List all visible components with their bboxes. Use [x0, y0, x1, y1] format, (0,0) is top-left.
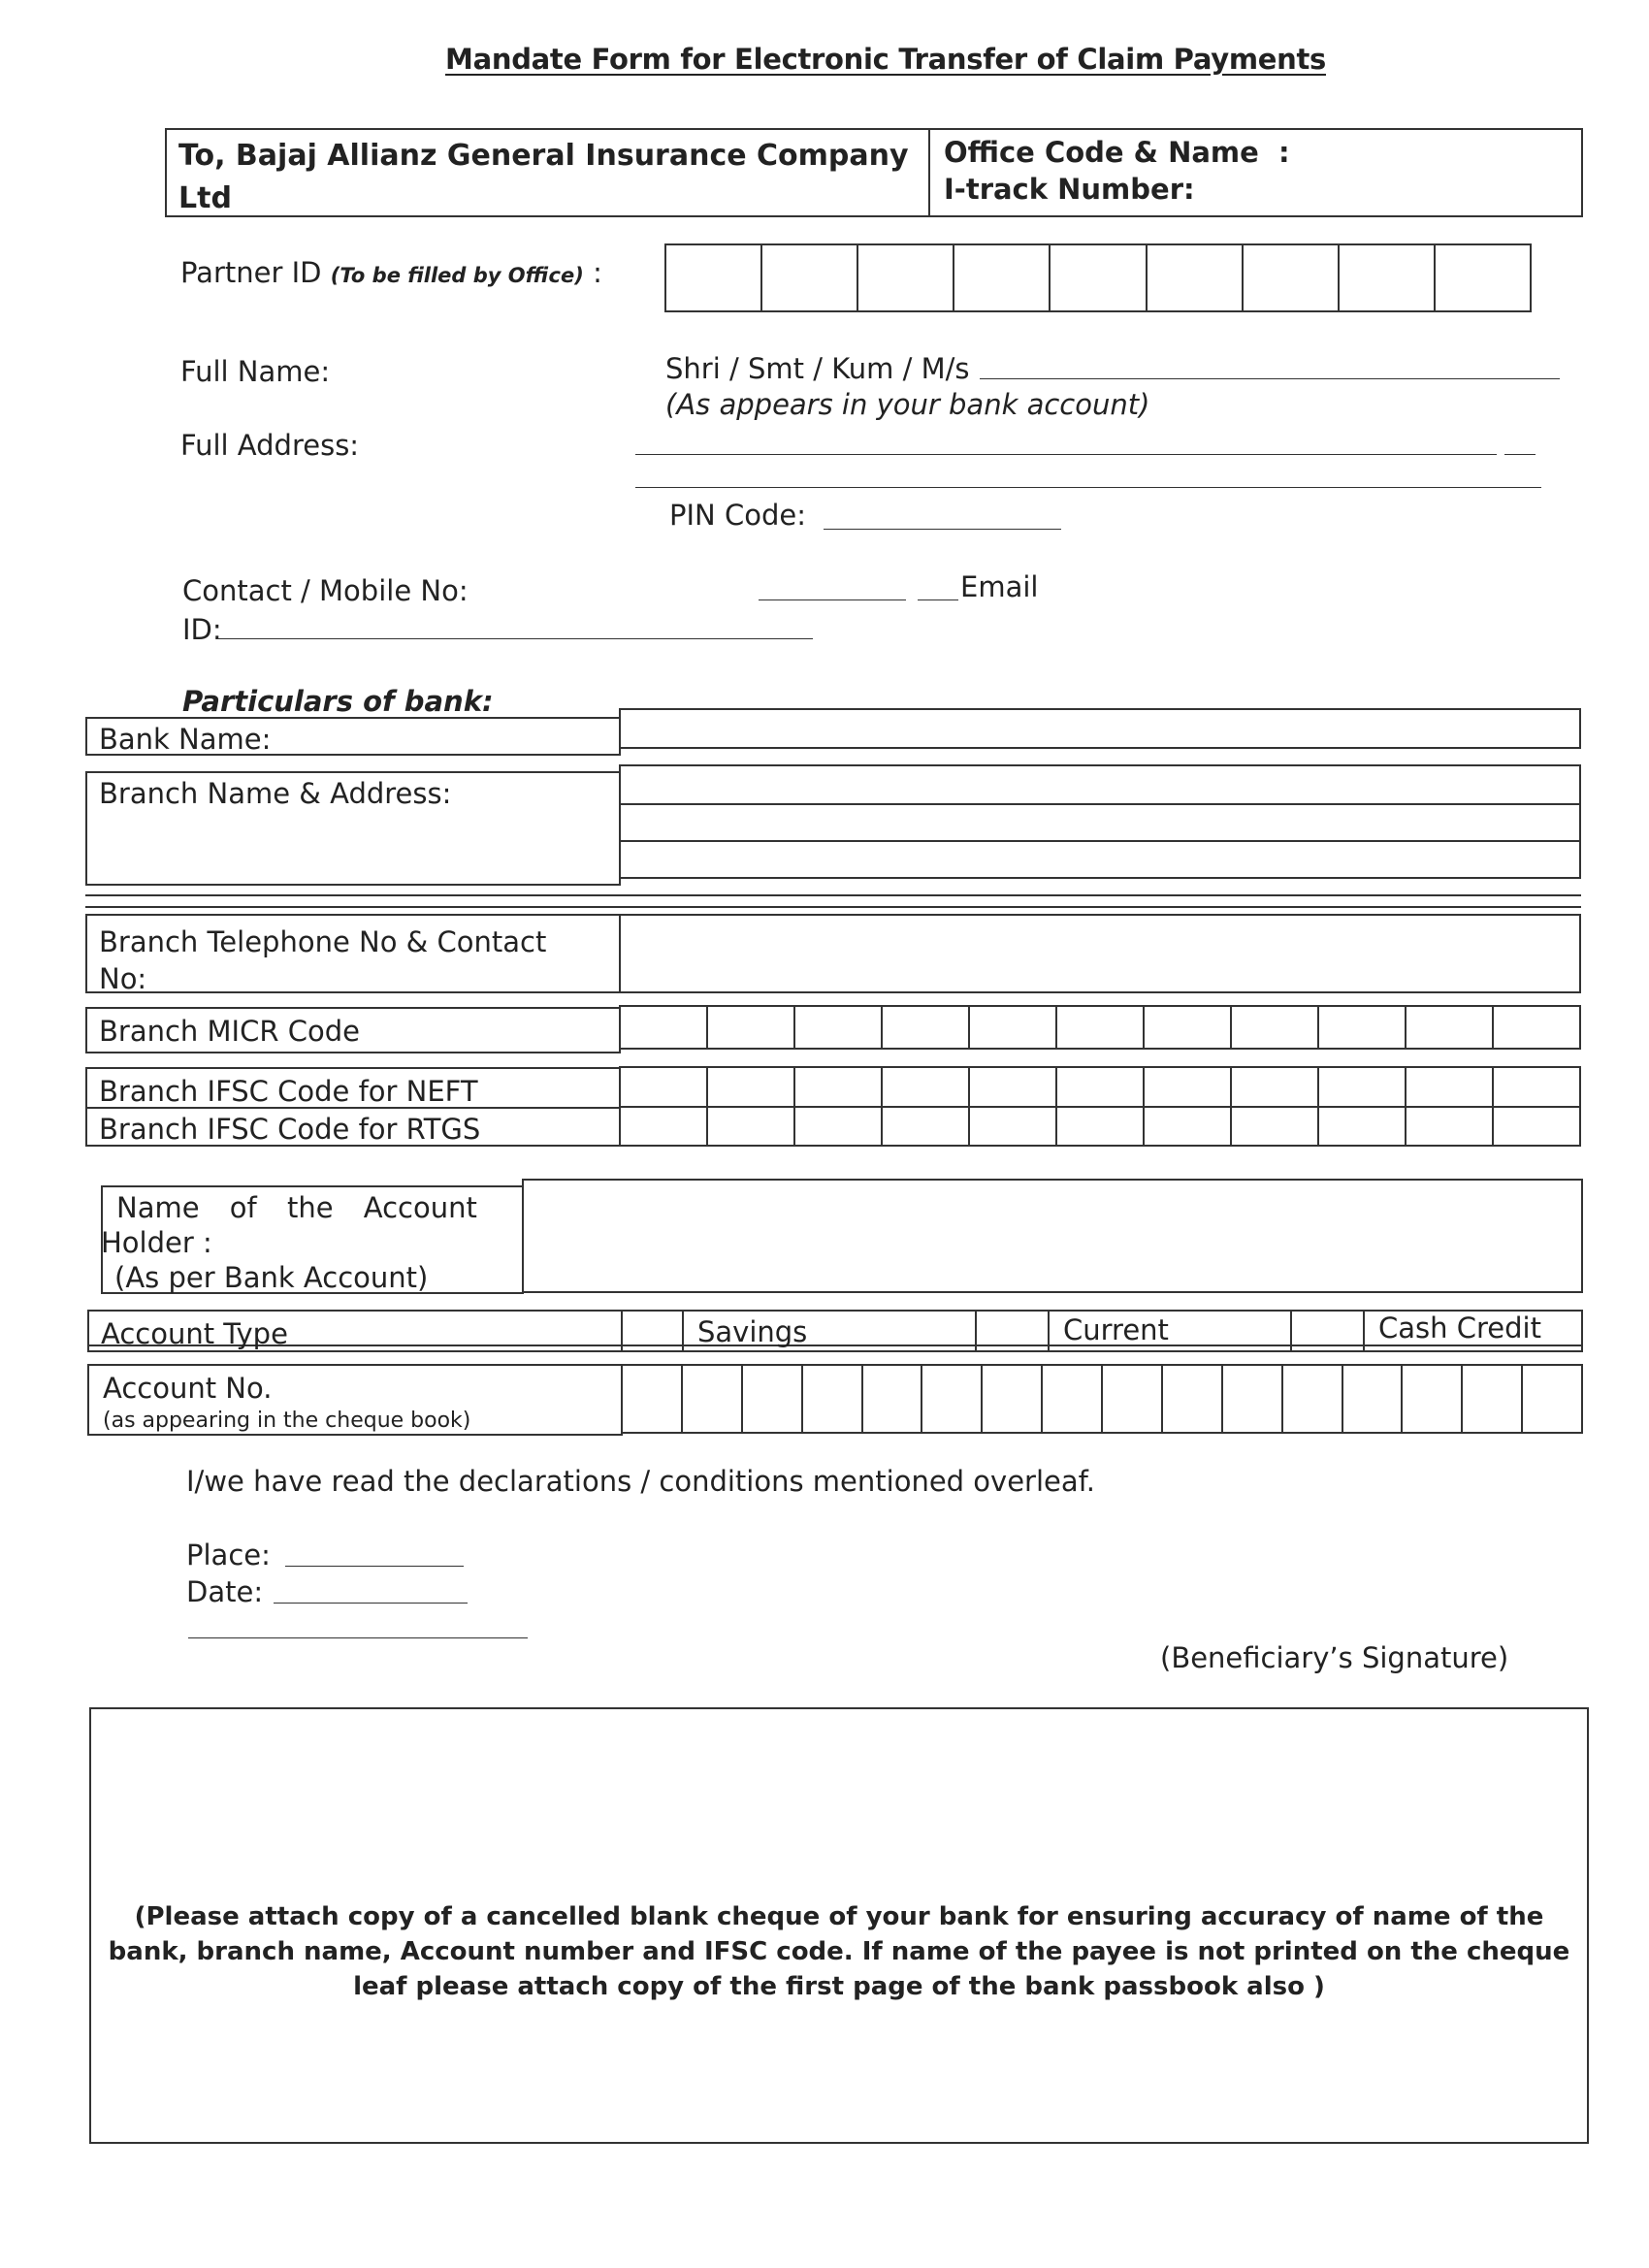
- account-no-box[interactable]: [863, 1366, 923, 1432]
- partner-id-label: [180, 256, 602, 289]
- account-no-box[interactable]: [1463, 1366, 1523, 1432]
- account-no-boxes[interactable]: [621, 1364, 1583, 1434]
- ifsc-neft-box[interactable]: [1319, 1068, 1406, 1106]
- section-separator-2: [85, 906, 1581, 908]
- date-label: Date:: [186, 1575, 264, 1608]
- itrack-label: I-track Number:: [944, 173, 1195, 206]
- ifsc-neft-box[interactable]: [1057, 1068, 1145, 1106]
- account-no-box[interactable]: [1163, 1366, 1223, 1432]
- account-type-label: Account Type: [101, 1317, 288, 1350]
- branch-telephone-field[interactable]: [622, 916, 1578, 991]
- account-no-box[interactable]: [743, 1366, 803, 1432]
- form-title: Mandate Form for Electronic Transfer of Claim Payments: [445, 43, 1326, 76]
- micr-code-box[interactable]: [1232, 1007, 1319, 1048]
- contact-label: Contact / Mobile No:: [182, 574, 469, 607]
- current-option-label: Current: [1063, 1313, 1169, 1346]
- partner-id-boxes[interactable]: [664, 243, 1532, 312]
- date-field[interactable]: [274, 1573, 468, 1604]
- micr-label: Branch MICR Code: [99, 1015, 360, 1048]
- ifsc-neft-box[interactable]: [1406, 1068, 1494, 1106]
- account-no-box[interactable]: [623, 1366, 683, 1432]
- ifsc-rtgs-box[interactable]: [1232, 1108, 1319, 1145]
- section-separator-1: [85, 894, 1581, 896]
- partner-id-box[interactable]: [1244, 245, 1340, 310]
- cash-credit-checkbox[interactable]: [1292, 1312, 1362, 1345]
- partner-id-colon: :: [593, 256, 602, 289]
- pin-code-label: PIN Code:: [669, 499, 806, 532]
- micr-code-box[interactable]: [883, 1007, 970, 1048]
- ifsc-neft-box[interactable]: [621, 1068, 708, 1106]
- addressee-line-2: Ltd: [178, 181, 232, 215]
- ifsc-rtgs-box[interactable]: [970, 1108, 1057, 1145]
- bank-name-field[interactable]: [619, 708, 1581, 749]
- partner-id-box[interactable]: [1340, 245, 1436, 310]
- ifsc-rtgs-label: Branch IFSC Code for RTGS: [99, 1113, 481, 1146]
- full-name-field[interactable]: [980, 349, 1560, 379]
- branch-telephone-label-1: Branch Telephone No & Contact: [99, 925, 547, 958]
- cheque-attachment-note: (Please attach copy of a cancelled blank cheque of your bank for ensuring accuracy of name of the bank, branch name, Account number and IFSC code. If name of the payee is not printed on the cheque leaf please attach copy of the first page of the bank passbook also ): [108, 1902, 1570, 2001]
- account-no-box[interactable]: [1523, 1366, 1581, 1432]
- account-no-box[interactable]: [803, 1366, 863, 1432]
- ifsc-neft-box[interactable]: [708, 1068, 795, 1106]
- bank-section-title: Particulars of bank:: [182, 685, 494, 718]
- partner-id-box[interactable]: [1436, 245, 1530, 310]
- account-no-box[interactable]: [1043, 1366, 1103, 1432]
- ifsc-rtgs-box[interactable]: [708, 1108, 795, 1145]
- branch-telephone-label-2: No:: [99, 962, 147, 995]
- declaration-text: I/we have read the declarations / conditions mentioned overleaf.: [186, 1465, 1095, 1498]
- addressee-divider: [928, 129, 930, 216]
- account-no-box[interactable]: [1403, 1366, 1463, 1432]
- micr-code-box[interactable]: [708, 1007, 795, 1048]
- ifsc-neft-box[interactable]: [1145, 1068, 1232, 1106]
- ifsc-neft-boxes[interactable]: [619, 1066, 1581, 1108]
- ifsc-neft-box[interactable]: [795, 1068, 883, 1106]
- place-label: Place:: [186, 1539, 271, 1571]
- branch-address-line-1: [620, 803, 1580, 805]
- ifsc-rtgs-box[interactable]: [883, 1108, 970, 1145]
- partner-id-box[interactable]: [1051, 245, 1147, 310]
- micr-code-box[interactable]: [1319, 1007, 1406, 1048]
- partner-id-label-text: Partner ID: [180, 256, 322, 289]
- account-holder-label-3: (As per Bank Account): [114, 1261, 429, 1294]
- account-type-bottom-rule: [87, 1345, 1583, 1346]
- ifsc-neft-label: Branch IFSC Code for NEFT: [99, 1075, 478, 1108]
- account-no-label: Account No.: [103, 1372, 273, 1405]
- full-name-label: Full Name:: [180, 355, 331, 388]
- ifsc-neft-box[interactable]: [1232, 1068, 1319, 1106]
- signature-label: (Beneficiary’s Signature): [1160, 1641, 1509, 1674]
- micr-code-box[interactable]: [1406, 1007, 1494, 1048]
- cash-credit-option-label: Cash Credit: [1378, 1312, 1541, 1345]
- partner-id-box[interactable]: [762, 245, 858, 310]
- partner-id-box[interactable]: [954, 245, 1051, 310]
- account-no-box[interactable]: [1343, 1366, 1404, 1432]
- micr-code-box[interactable]: [1057, 1007, 1145, 1048]
- account-no-box[interactable]: [1223, 1366, 1283, 1432]
- address-line-1-tail: [1504, 425, 1536, 455]
- pin-code-field[interactable]: [824, 500, 1061, 530]
- ifsc-neft-box[interactable]: [1494, 1068, 1579, 1106]
- account-type-divider-6: [1363, 1311, 1365, 1351]
- place-field[interactable]: [285, 1537, 464, 1567]
- savings-checkbox[interactable]: [623, 1312, 681, 1345]
- full-address-label: Full Address:: [180, 429, 360, 462]
- branch-address-label: Branch Name & Address:: [99, 777, 452, 810]
- account-no-box[interactable]: [1103, 1366, 1163, 1432]
- ifsc-rtgs-boxes[interactable]: [619, 1106, 1581, 1147]
- branch-address-field[interactable]: [619, 764, 1581, 879]
- ifsc-rtgs-box[interactable]: [1319, 1108, 1406, 1145]
- ifsc-rtgs-box[interactable]: [1145, 1108, 1232, 1145]
- id-label: ID:: [182, 613, 222, 646]
- address-line-2[interactable]: [635, 462, 1541, 488]
- ifsc-rtgs-box[interactable]: [621, 1108, 708, 1145]
- addressee-line-1: To, Bajaj Allianz General Insurance Company: [178, 139, 909, 173]
- office-code-label: Office Code & Name: [944, 136, 1259, 169]
- savings-option-label: Savings: [697, 1315, 808, 1348]
- address-line-1[interactable]: [635, 425, 1497, 455]
- micr-code-box[interactable]: [1145, 1007, 1232, 1048]
- branch-address-line-2: [620, 840, 1580, 842]
- branch-telephone-divider: [619, 915, 621, 992]
- salutation-text: Shri / Smt / Kum / M/s: [665, 352, 970, 385]
- account-type-divider-4: [1048, 1311, 1050, 1351]
- email-label: Email: [960, 570, 1039, 603]
- account-holder-label-2: Holder :: [101, 1226, 212, 1259]
- micr-code-box[interactable]: [970, 1007, 1057, 1048]
- account-holder-field[interactable]: [522, 1179, 1583, 1293]
- account-no-box[interactable]: [683, 1366, 743, 1432]
- partner-id-note: (To be filled by Office): [330, 264, 584, 287]
- micr-code-box[interactable]: [1494, 1007, 1579, 1048]
- ifsc-neft-box[interactable]: [883, 1068, 970, 1106]
- contact-field[interactable]: [759, 572, 906, 600]
- account-no-box[interactable]: [1283, 1366, 1343, 1432]
- account-holder-label-1: Name of the Account: [116, 1191, 477, 1224]
- account-no-hint: (as appearing in the cheque book): [103, 1409, 471, 1433]
- signature-line[interactable]: [188, 1610, 528, 1638]
- account-no-box[interactable]: [922, 1366, 983, 1432]
- partner-id-box[interactable]: [666, 245, 762, 310]
- email-id-field[interactable]: [217, 609, 813, 639]
- name-hint: (As appears in your bank account): [665, 388, 1150, 421]
- partner-id-box[interactable]: [858, 245, 954, 310]
- contact-field-2: [918, 572, 958, 600]
- current-checkbox[interactable]: [977, 1312, 1047, 1345]
- micr-code-box[interactable]: [621, 1007, 708, 1048]
- ifsc-rtgs-box[interactable]: [1057, 1108, 1145, 1145]
- office-code-colon: :: [1278, 136, 1290, 169]
- account-type-divider-2: [682, 1311, 684, 1351]
- ifsc-neft-box[interactable]: [970, 1068, 1057, 1106]
- ifsc-rtgs-box[interactable]: [1494, 1108, 1579, 1145]
- account-no-box[interactable]: [983, 1366, 1043, 1432]
- micr-code-boxes[interactable]: [619, 1005, 1581, 1050]
- ifsc-rtgs-box[interactable]: [795, 1108, 883, 1145]
- micr-code-box[interactable]: [795, 1007, 883, 1048]
- ifsc-rtgs-box[interactable]: [1406, 1108, 1494, 1145]
- bank-name-label: Bank Name:: [99, 723, 272, 756]
- partner-id-box[interactable]: [1148, 245, 1244, 310]
